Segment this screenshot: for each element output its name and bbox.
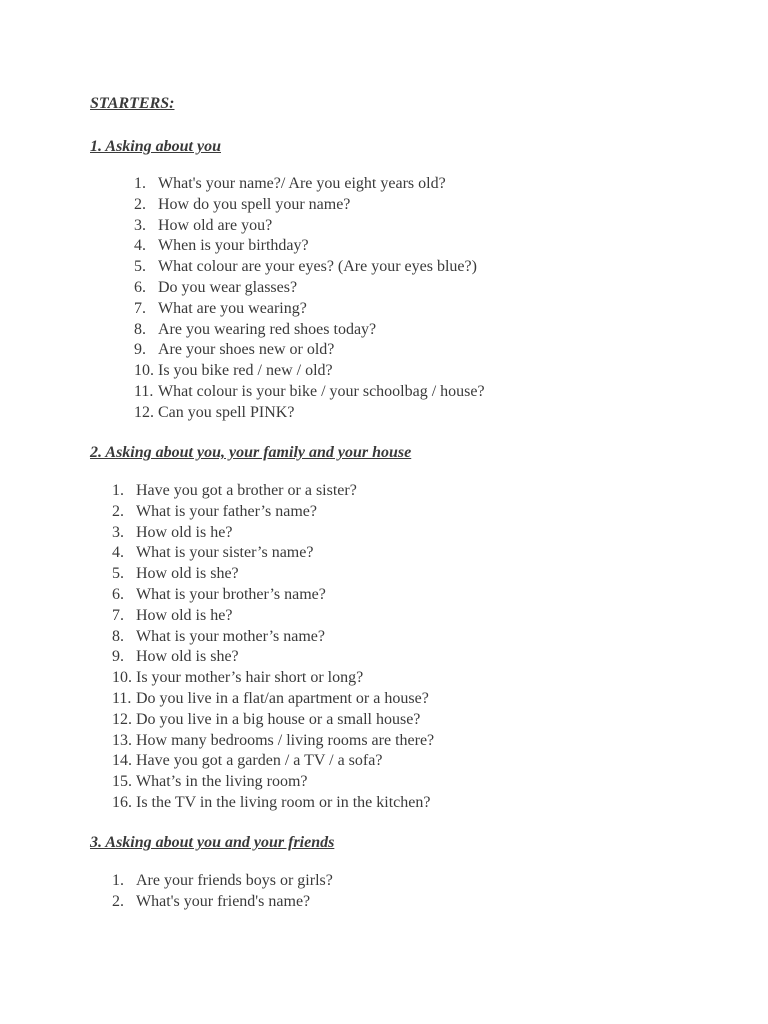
section-heading-3: 3. Asking about you and your friends xyxy=(90,834,335,851)
list-item xyxy=(112,585,434,606)
list-item-number: 2. xyxy=(112,502,124,520)
list-item-number: 1. xyxy=(112,482,124,499)
list-item-number: 8. xyxy=(112,627,124,645)
question-list-3 xyxy=(112,871,333,913)
list-item xyxy=(134,236,485,257)
list-item-number: 13. xyxy=(112,731,132,749)
list-item-number: 12. xyxy=(112,710,132,728)
list-item-question: What is your sister’s name? xyxy=(136,544,314,562)
list-item-number: 6. xyxy=(112,585,124,603)
section-heading-2: 2. Asking about you, your family and your house xyxy=(90,444,412,461)
list-item-question: How many bedrooms / living rooms are there? xyxy=(136,731,435,749)
list-item-question: How old is she? xyxy=(136,565,239,583)
list-item-number: 15. xyxy=(112,773,132,791)
list-item-number: 10. xyxy=(112,669,132,687)
list-item xyxy=(112,871,333,892)
list-item-number: 1. xyxy=(112,872,124,889)
list-item xyxy=(134,382,485,403)
list-item-number: 11. xyxy=(134,382,154,400)
list-item-question: Have you got a brother or a sister? xyxy=(136,482,357,499)
list-item-question: How old is he? xyxy=(136,523,233,541)
list-item-question: Is your mother’s hair short or long? xyxy=(136,669,364,687)
list-item xyxy=(112,606,434,627)
list-item xyxy=(112,668,434,689)
list-item xyxy=(112,627,434,648)
list-item-number: 4. xyxy=(134,237,146,255)
list-item xyxy=(112,647,434,668)
list-item-question: When is your birthday? xyxy=(158,237,309,255)
list-item xyxy=(112,793,434,814)
list-item-number: 6. xyxy=(134,278,146,296)
list-item-question: How old are you? xyxy=(158,216,273,234)
list-item-number: 14. xyxy=(112,752,132,770)
list-item xyxy=(134,361,485,382)
list-item xyxy=(112,731,434,752)
list-item-question: Do you live in a big house or a small house? xyxy=(136,710,421,728)
list-item xyxy=(134,278,485,299)
question-list-1 xyxy=(134,174,485,424)
list-item-question: Are your friends boys or girls? xyxy=(136,872,333,889)
list-item-question: What is your brother’s name? xyxy=(136,585,326,603)
list-item-number: 4. xyxy=(112,544,124,562)
list-item-question: Is you bike red / new / old? xyxy=(158,362,333,380)
list-item-number: 5. xyxy=(112,565,124,583)
list-item-question: What's your friend's name? xyxy=(136,892,311,910)
list-item xyxy=(112,689,434,710)
list-item xyxy=(134,216,485,237)
list-item-number: 16. xyxy=(112,793,132,811)
list-item-question: What’s in the living room? xyxy=(136,773,308,791)
list-item-question: What colour is your bike / your schoolbag / house? xyxy=(158,382,485,400)
list-item-number: 5. xyxy=(134,258,146,276)
section-heading-1: 1. Asking about you xyxy=(90,138,221,155)
list-item-question: How old is she? xyxy=(136,648,239,666)
list-item xyxy=(134,299,485,320)
list-item xyxy=(112,710,434,731)
list-item-question: Are your shoes new or old? xyxy=(158,341,335,359)
list-item xyxy=(112,481,434,502)
list-item xyxy=(112,892,333,913)
list-item-number: 1. xyxy=(134,175,146,192)
list-item xyxy=(112,751,434,772)
list-item xyxy=(112,772,434,793)
list-item xyxy=(134,174,485,195)
list-item-number: 11. xyxy=(112,689,132,707)
list-item-number: 9. xyxy=(112,648,124,666)
list-item-question: Do you wear glasses? xyxy=(158,278,298,296)
list-item xyxy=(112,502,434,523)
list-item-number: 2. xyxy=(112,892,124,910)
list-item-question: Do you live in a flat/an apartment or a house? xyxy=(136,689,429,707)
list-item-question: Are you wearing red shoes today? xyxy=(158,320,377,338)
list-item-question: How old is he? xyxy=(136,606,233,624)
list-item-number: 12. xyxy=(134,403,154,421)
list-item-question: What colour are your eyes? (Are your eyes blue?) xyxy=(158,258,477,276)
list-item xyxy=(112,543,434,564)
list-item-question: What are you wearing? xyxy=(158,299,307,317)
list-item-question: Have you got a garden / a TV / a sofa? xyxy=(136,752,383,770)
list-item xyxy=(134,340,485,361)
list-item-question: What is your father’s name? xyxy=(136,502,317,520)
list-item-number: 3. xyxy=(112,523,124,541)
list-item-number: 8. xyxy=(134,320,146,338)
list-item xyxy=(112,564,434,585)
list-item xyxy=(112,523,434,544)
list-item xyxy=(134,403,485,424)
document-title: STARTERS: xyxy=(90,95,175,112)
list-item xyxy=(134,320,485,341)
list-item-question: What is your mother’s name? xyxy=(136,627,325,645)
list-item-number: 2. xyxy=(134,195,146,213)
list-item-question: How do you spell your name? xyxy=(158,195,351,213)
list-item-number: 7. xyxy=(134,299,146,317)
list-item xyxy=(134,195,485,216)
list-item-number: 7. xyxy=(112,606,124,624)
question-list-2 xyxy=(112,481,434,814)
list-item xyxy=(134,257,485,278)
list-item-question: Is the TV in the living room or in the kitchen? xyxy=(136,793,431,811)
list-item-question: What's your name?/ Are you eight years old? xyxy=(158,175,446,192)
list-item-question: Can you spell PINK? xyxy=(158,403,295,421)
list-item-number: 3. xyxy=(134,216,146,234)
list-item-number: 9. xyxy=(134,341,146,359)
list-item-number: 10. xyxy=(134,362,154,380)
